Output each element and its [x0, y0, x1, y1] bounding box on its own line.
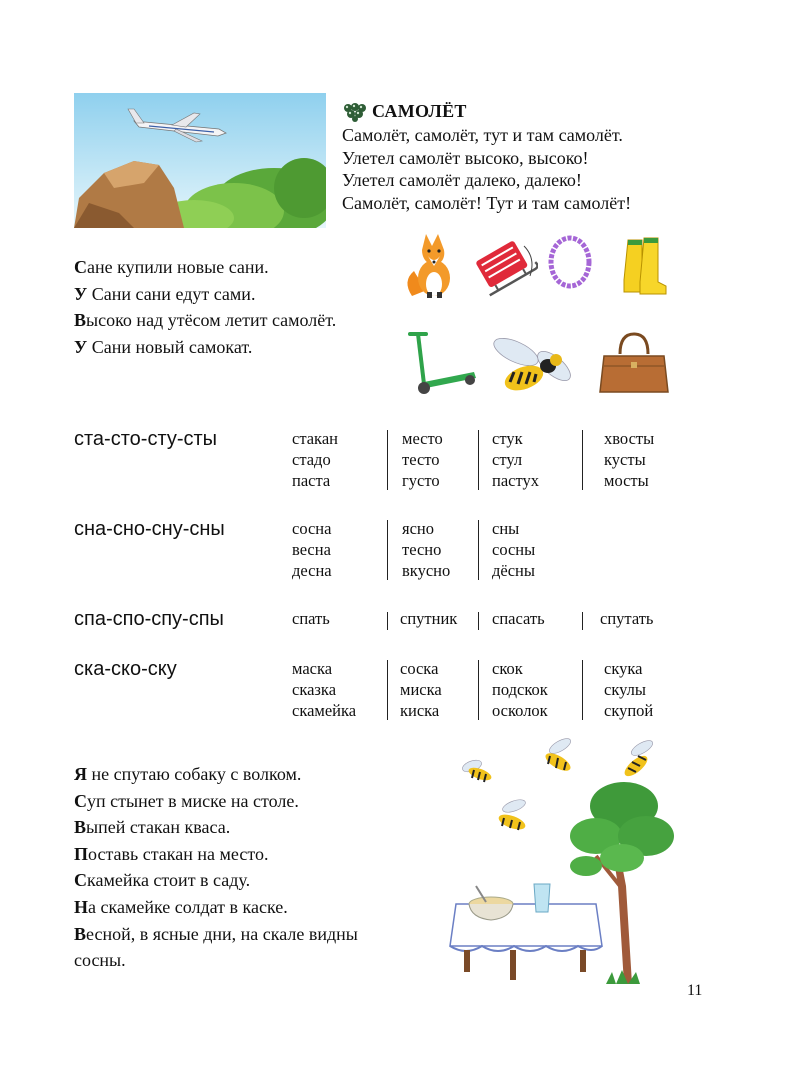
poem-block	[342, 98, 682, 214]
column-divider	[387, 430, 388, 490]
sentence: Выпей стакан кваса.	[74, 817, 231, 838]
word-column: спасать	[492, 609, 545, 628]
poem-title: САМОЛЁТ	[372, 100, 467, 121]
sentences-top	[74, 254, 336, 360]
syllable-row	[74, 658, 694, 724]
sentence: У Сани новый самокат.	[74, 336, 253, 357]
fox-icon	[402, 226, 462, 300]
sentence: Я не спутаю собаку с волком.	[74, 764, 302, 784]
sentence: Весной, в ясные дни, на скале видны	[74, 923, 358, 944]
boots-icon	[620, 236, 670, 298]
syllables: сна-сно-сну-сны	[74, 518, 225, 540]
wasps-tree-table-picture	[446, 736, 682, 986]
word-column: сосна весна десна	[292, 519, 332, 580]
poem-line: Самолёт, самолёт! Тут и там самолёт!	[342, 192, 632, 213]
syllable-row	[74, 428, 694, 494]
word-column: скок подскок осколок	[492, 659, 548, 720]
column-divider	[478, 430, 479, 490]
poem-line: Улетел самолёт высоко, высоко!	[342, 147, 589, 168]
column-divider	[387, 520, 388, 580]
column-divider	[582, 430, 583, 490]
sentence: Сане купили новые сани.	[74, 257, 269, 277]
syllables: ста-сто-сту-сты	[74, 428, 218, 450]
column-divider	[478, 660, 479, 720]
word-column: хвосты кусты мосты	[604, 429, 655, 490]
sentences-bottom	[74, 761, 358, 974]
beads-icon	[545, 232, 595, 292]
word-column: соска миска киска	[400, 659, 442, 720]
word-column: скука скулы скупой	[604, 659, 654, 720]
poem-line: Самолёт, самолёт, тут и там самолёт.	[342, 125, 623, 145]
word-column: спутник	[400, 609, 458, 628]
word-column: место тесто густо	[402, 429, 443, 490]
grapes-icon	[342, 100, 368, 122]
column-divider	[387, 660, 388, 720]
word-column: стакан стадо паста	[292, 429, 338, 490]
sentence: Скамейка стоит в саду.	[74, 870, 251, 891]
syllable-row	[74, 518, 694, 584]
word-column: сны сосны дёсны	[492, 519, 536, 580]
sentence: сосны.	[74, 950, 126, 971]
wasp-icon	[488, 330, 578, 398]
sentence: У Сани сани едут сами.	[74, 283, 256, 304]
syllable-row	[74, 608, 694, 632]
syllables: спа-спо-спу-спы	[74, 608, 224, 630]
syllables: ска-ско-ску	[74, 658, 177, 680]
column-divider	[582, 660, 583, 720]
sentence: Суп стынет в миске на столе.	[74, 790, 299, 811]
word-column: спать	[292, 609, 330, 628]
word-column: спутать	[600, 609, 654, 628]
sentence: Высоко над утёсом летит самолёт.	[74, 310, 337, 331]
sled-icon	[470, 228, 538, 300]
handbag-icon	[598, 330, 670, 396]
word-column: стук стул пастух	[492, 429, 539, 490]
word-column: маска сказка скамейка	[292, 659, 357, 720]
column-divider	[582, 612, 583, 630]
word-column: ясно тесно вкусно	[402, 519, 451, 580]
scooter-icon	[408, 326, 480, 398]
sentence: На скамейке солдат в каске.	[74, 896, 288, 917]
poem-line: Улетел самолёт далеко, далеко!	[342, 170, 582, 190]
airplane-over-rock-picture	[74, 93, 326, 228]
column-divider	[478, 520, 479, 580]
column-divider	[387, 612, 388, 630]
sentence: Поставь стакан на место.	[74, 843, 269, 864]
column-divider	[478, 612, 479, 630]
page-number: 11	[687, 982, 703, 999]
